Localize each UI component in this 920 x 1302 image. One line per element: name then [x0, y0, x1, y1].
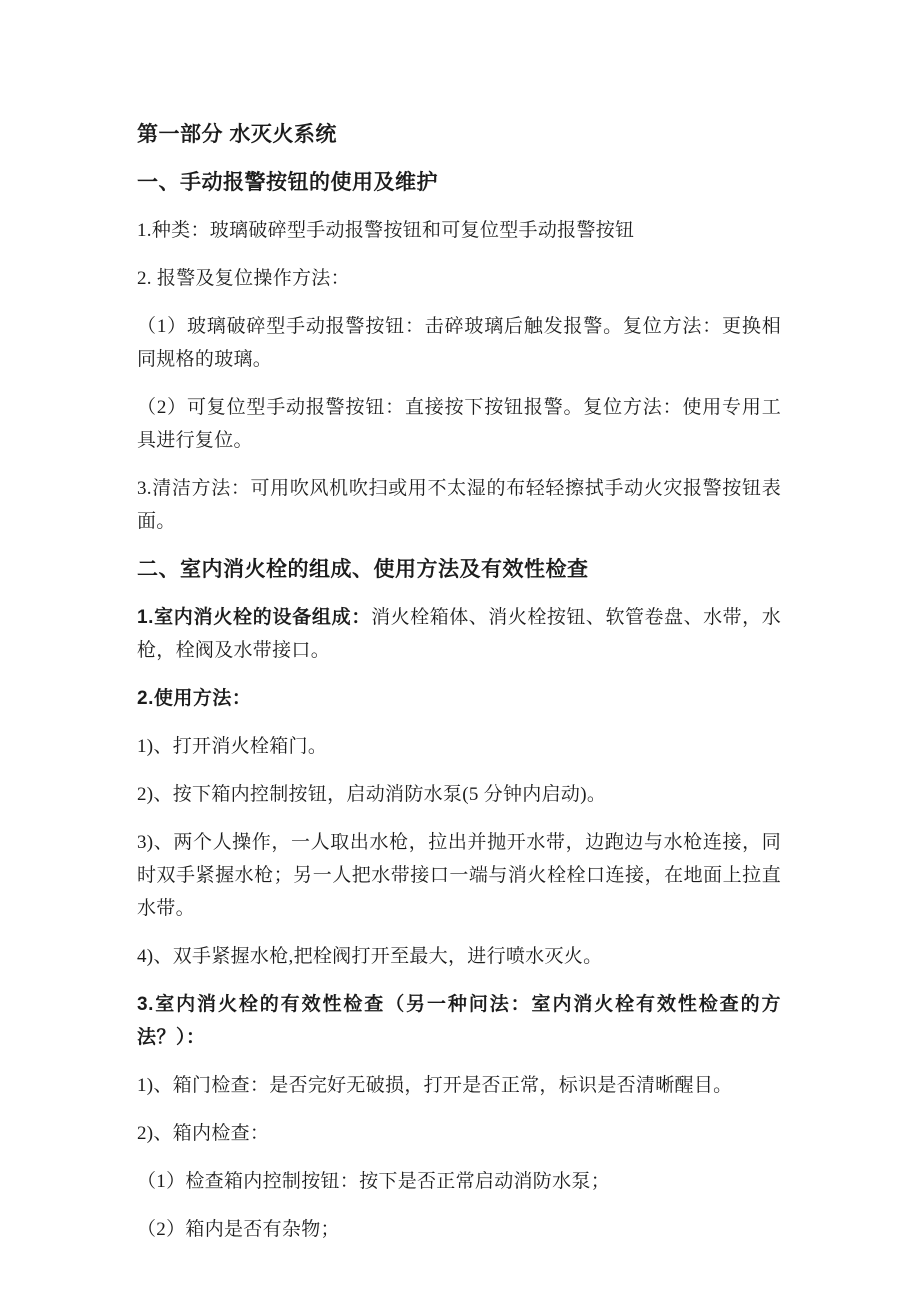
document-body: [137, 118, 781, 1246]
bold-text-run: 2.使用方法：: [137, 688, 252, 709]
paragraph: [137, 1069, 781, 1102]
paragraph: [137, 262, 781, 295]
paragraph: [137, 988, 781, 1054]
text-run: 1)、箱门检查：是否完好无破损，打开是否正常，标识是否清晰醒目。: [137, 1075, 733, 1096]
text-run: （2）可复位型手动报警按钮：直接按下按钮报警。复位方法：使用专用工具进行复位。: [137, 397, 781, 451]
paragraph: [137, 601, 781, 667]
text-run: 3)、两个人操作，一人取出水枪，拉出并抛开水带，边跑边与水枪连接，同时双手紧握水枪；另一人把水带接口一端与消火栓栓口连接，在地面上拉直水带。: [137, 832, 781, 919]
text-run: 2. 报警及复位操作方法：: [137, 268, 350, 289]
text-run: 1.种类：玻璃破碎型手动报警按钮和可复位型手动报警按钮: [137, 220, 635, 241]
paragraph: [137, 682, 781, 715]
section-heading: [137, 166, 781, 199]
paragraph: [137, 730, 781, 763]
paragraph: [137, 1165, 781, 1198]
text-run: （2）箱内是否有杂物；: [137, 1219, 340, 1240]
text-run: 4)、双手紧握水枪,把栓阀打开至最大，进行喷水灭火。: [137, 946, 603, 967]
section-heading: [137, 118, 781, 151]
text-run: 2)、箱内检查：: [137, 1123, 270, 1144]
paragraph: [137, 1117, 781, 1150]
section-heading: [137, 553, 781, 586]
bold-text-run: 二、室内消火栓的组成、使用方法及有效性检查: [137, 558, 589, 581]
text-run: （1）玻璃破碎型手动报警按钮：击碎玻璃后触发报警。复位方法：更换相同规格的玻璃。: [137, 316, 781, 370]
paragraph: [137, 310, 781, 376]
text-run: 1)、打开消火栓箱门。: [137, 736, 328, 757]
bold-text-run: 3.室内消火栓的有效性检查（另一种问法：室内消火栓有效性检查的方法？）：: [137, 994, 781, 1048]
paragraph: [137, 472, 781, 538]
text-run: （1）检查箱内控制按钮：按下是否正常启动消防水泵；: [137, 1171, 611, 1192]
paragraph: [137, 940, 781, 973]
bold-text-run: 1.室内消火栓的设备组成：: [137, 607, 372, 628]
bold-text-run: 一、手动报警按钮的使用及维护: [137, 171, 438, 194]
paragraph: [137, 826, 781, 925]
bold-text-run: 第一部分 水灭火系统: [137, 123, 337, 146]
paragraph: [137, 778, 781, 811]
text-run: 2)、按下箱内控制按钮，启动消防水泵(5 分钟内启动)。: [137, 784, 607, 805]
paragraph: [137, 214, 781, 247]
text-run: 消火栓箱体、消火栓按钮、软管卷盘、水带，水枪，栓阀及水带接口。: [137, 607, 781, 661]
paragraph: [137, 1213, 781, 1246]
paragraph: [137, 391, 781, 457]
text-run: 3.清洁方法：可用吹风机吹扫或用不太湿的布轻轻擦拭手动火灾报警按钮表面。: [137, 478, 781, 532]
